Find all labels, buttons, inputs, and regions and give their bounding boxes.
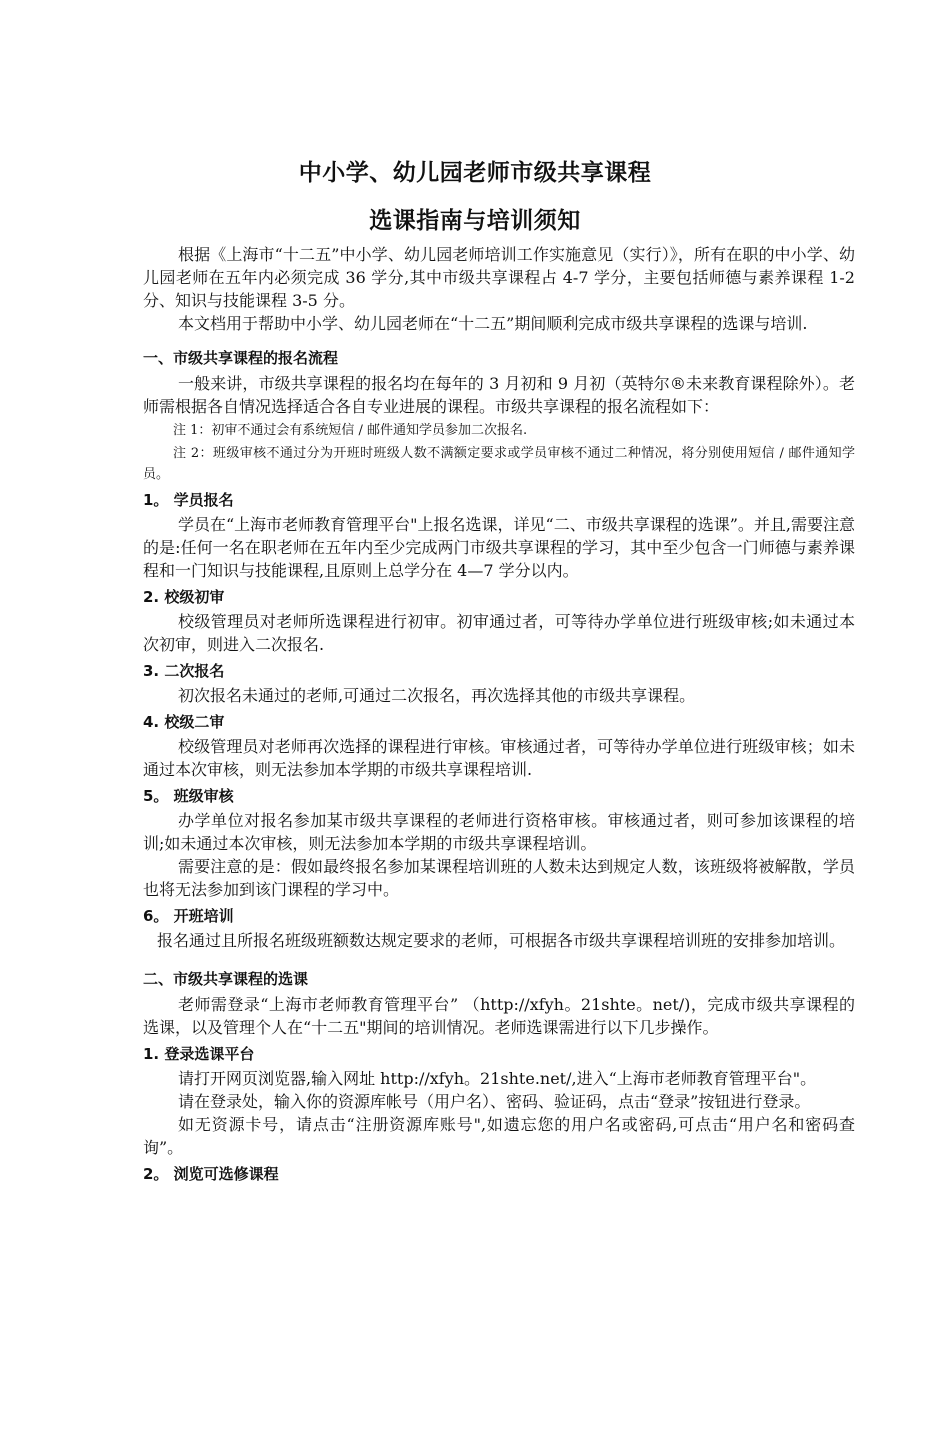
step-text: 如无资源卡号，请点击“注册资源库账号",如遗忘您的用户名或密码,可点击“用户名和密码查询”。 — [143, 1115, 855, 1157]
note: 注 2：班级审核不通过分为开班时班级人数不满额定要求或学员审核不通过二种情况，将分别使用短信 / 邮件通知学员。 — [143, 446, 855, 482]
step-text: 报名通过且所报名班级班额数达规定要求的老师，可根据各市级共享课程培训班的安排参加培训。 — [157, 931, 846, 950]
intro-paragraph: 根据《上海市“十二五”中小学、幼儿园老师培训工作实施意见（实行）》，所有在职的中小学、幼儿园老师在五年内必须完成 36 学分,其中市级共享课程占 4-7 学分，主要包括师德与素养课程 1-2 分、知识与技能课程 3-5 分。 — [143, 245, 855, 310]
step-heading: 5。 班级审核 — [143, 787, 234, 805]
step-heading: 2. 校级初审 — [143, 588, 225, 606]
step-heading: 4. 校级二审 — [143, 713, 225, 731]
step-text: 学员在“上海市老师教育管理平台"上报名选课，详见“二、市级共享课程的选课”。并且,需要注意的是:任何一名在职老师在五年内至少完成两门市级共享课程的学习，其中至少包含一门师德与素养课程和一门知识与技能课程,且原则上总学分在 4—7 学分以内。 — [143, 515, 855, 580]
document-title: 中小学、幼儿园老师市级共享课程 — [298, 160, 652, 186]
document-subtitle: 选课指南与培训须知 — [369, 208, 581, 234]
step-heading: 3. 二次报名 — [143, 662, 225, 680]
step-text: 校级管理员对老师所选课程进行初审。初审通过者，可等待办学单位进行班级审核;如未通过本次初审，则进入二次报名. — [143, 612, 855, 654]
step-text: 校级管理员对老师再次选择的课程进行审核。审核通过者，可等待办学单位进行班级审核；如未通过本次审核，则无法参加本学期的市级共享课程培训. — [143, 737, 855, 779]
step-heading: 6。 开班培训 — [143, 907, 234, 925]
section-heading: 二、市级共享课程的选课 — [143, 970, 309, 988]
document-body — [143, 243, 855, 1187]
step-text: 需要注意的是：假如最终报名参加某课程培训班的人数未达到规定人数，该班级将被解散，学员也将无法参加到该门课程的学习中。 — [143, 857, 855, 899]
step-heading: 1. 登录选课平台 — [143, 1045, 255, 1063]
section-paragraph: 老师需登录“上海市老师教育管理平台” （http://xfyh。21shte。net/)，完成市级共享课程的选课，以及管理个人在“十二五"期间的培训情况。老师选课需进行以下几步操作。 — [143, 995, 855, 1037]
step-text: 办学单位对报名参加某市级共享课程的老师进行资格审核。审核通过者，则可参加该课程的培训;如未通过本次审核，则无法参加本学期的市级共享课程培训。 — [143, 811, 855, 853]
step-text: 请打开网页浏览器,输入网址 http://xfyh。21shte.net/,进入“上海市老师教育管理平台"。 — [178, 1069, 817, 1088]
step-heading: 2。 浏览可选修课程 — [143, 1165, 279, 1183]
note: 注 1：初审不通过会有系统短信 / 邮件通知学员参加二次报名. — [173, 423, 528, 438]
step-heading: 1。 学员报名 — [143, 491, 234, 509]
step-text: 初次报名未通过的老师,可通过二次报名，再次选择其他的市级共享课程。 — [178, 686, 696, 705]
intro-paragraph: 本文档用于帮助中小学、幼儿园老师在“十二五”期间顺利完成市级共享课程的选课与培训. — [178, 314, 808, 333]
step-text: 请在登录处，输入你的资源库帐号（用户名）、密码、验证码，点击“登录”按钮进行登录。 — [178, 1092, 811, 1111]
section-heading: 一、市级共享课程的报名流程 — [143, 349, 339, 367]
section-paragraph: 一般来讲，市级共享课程的报名均在每年的 3 月初和 9 月初（英特尔®未来教育课程除外）。老师需根据各自情况选择适合各自专业进展的课程。市级共享课程的报名流程如下： — [143, 374, 855, 416]
